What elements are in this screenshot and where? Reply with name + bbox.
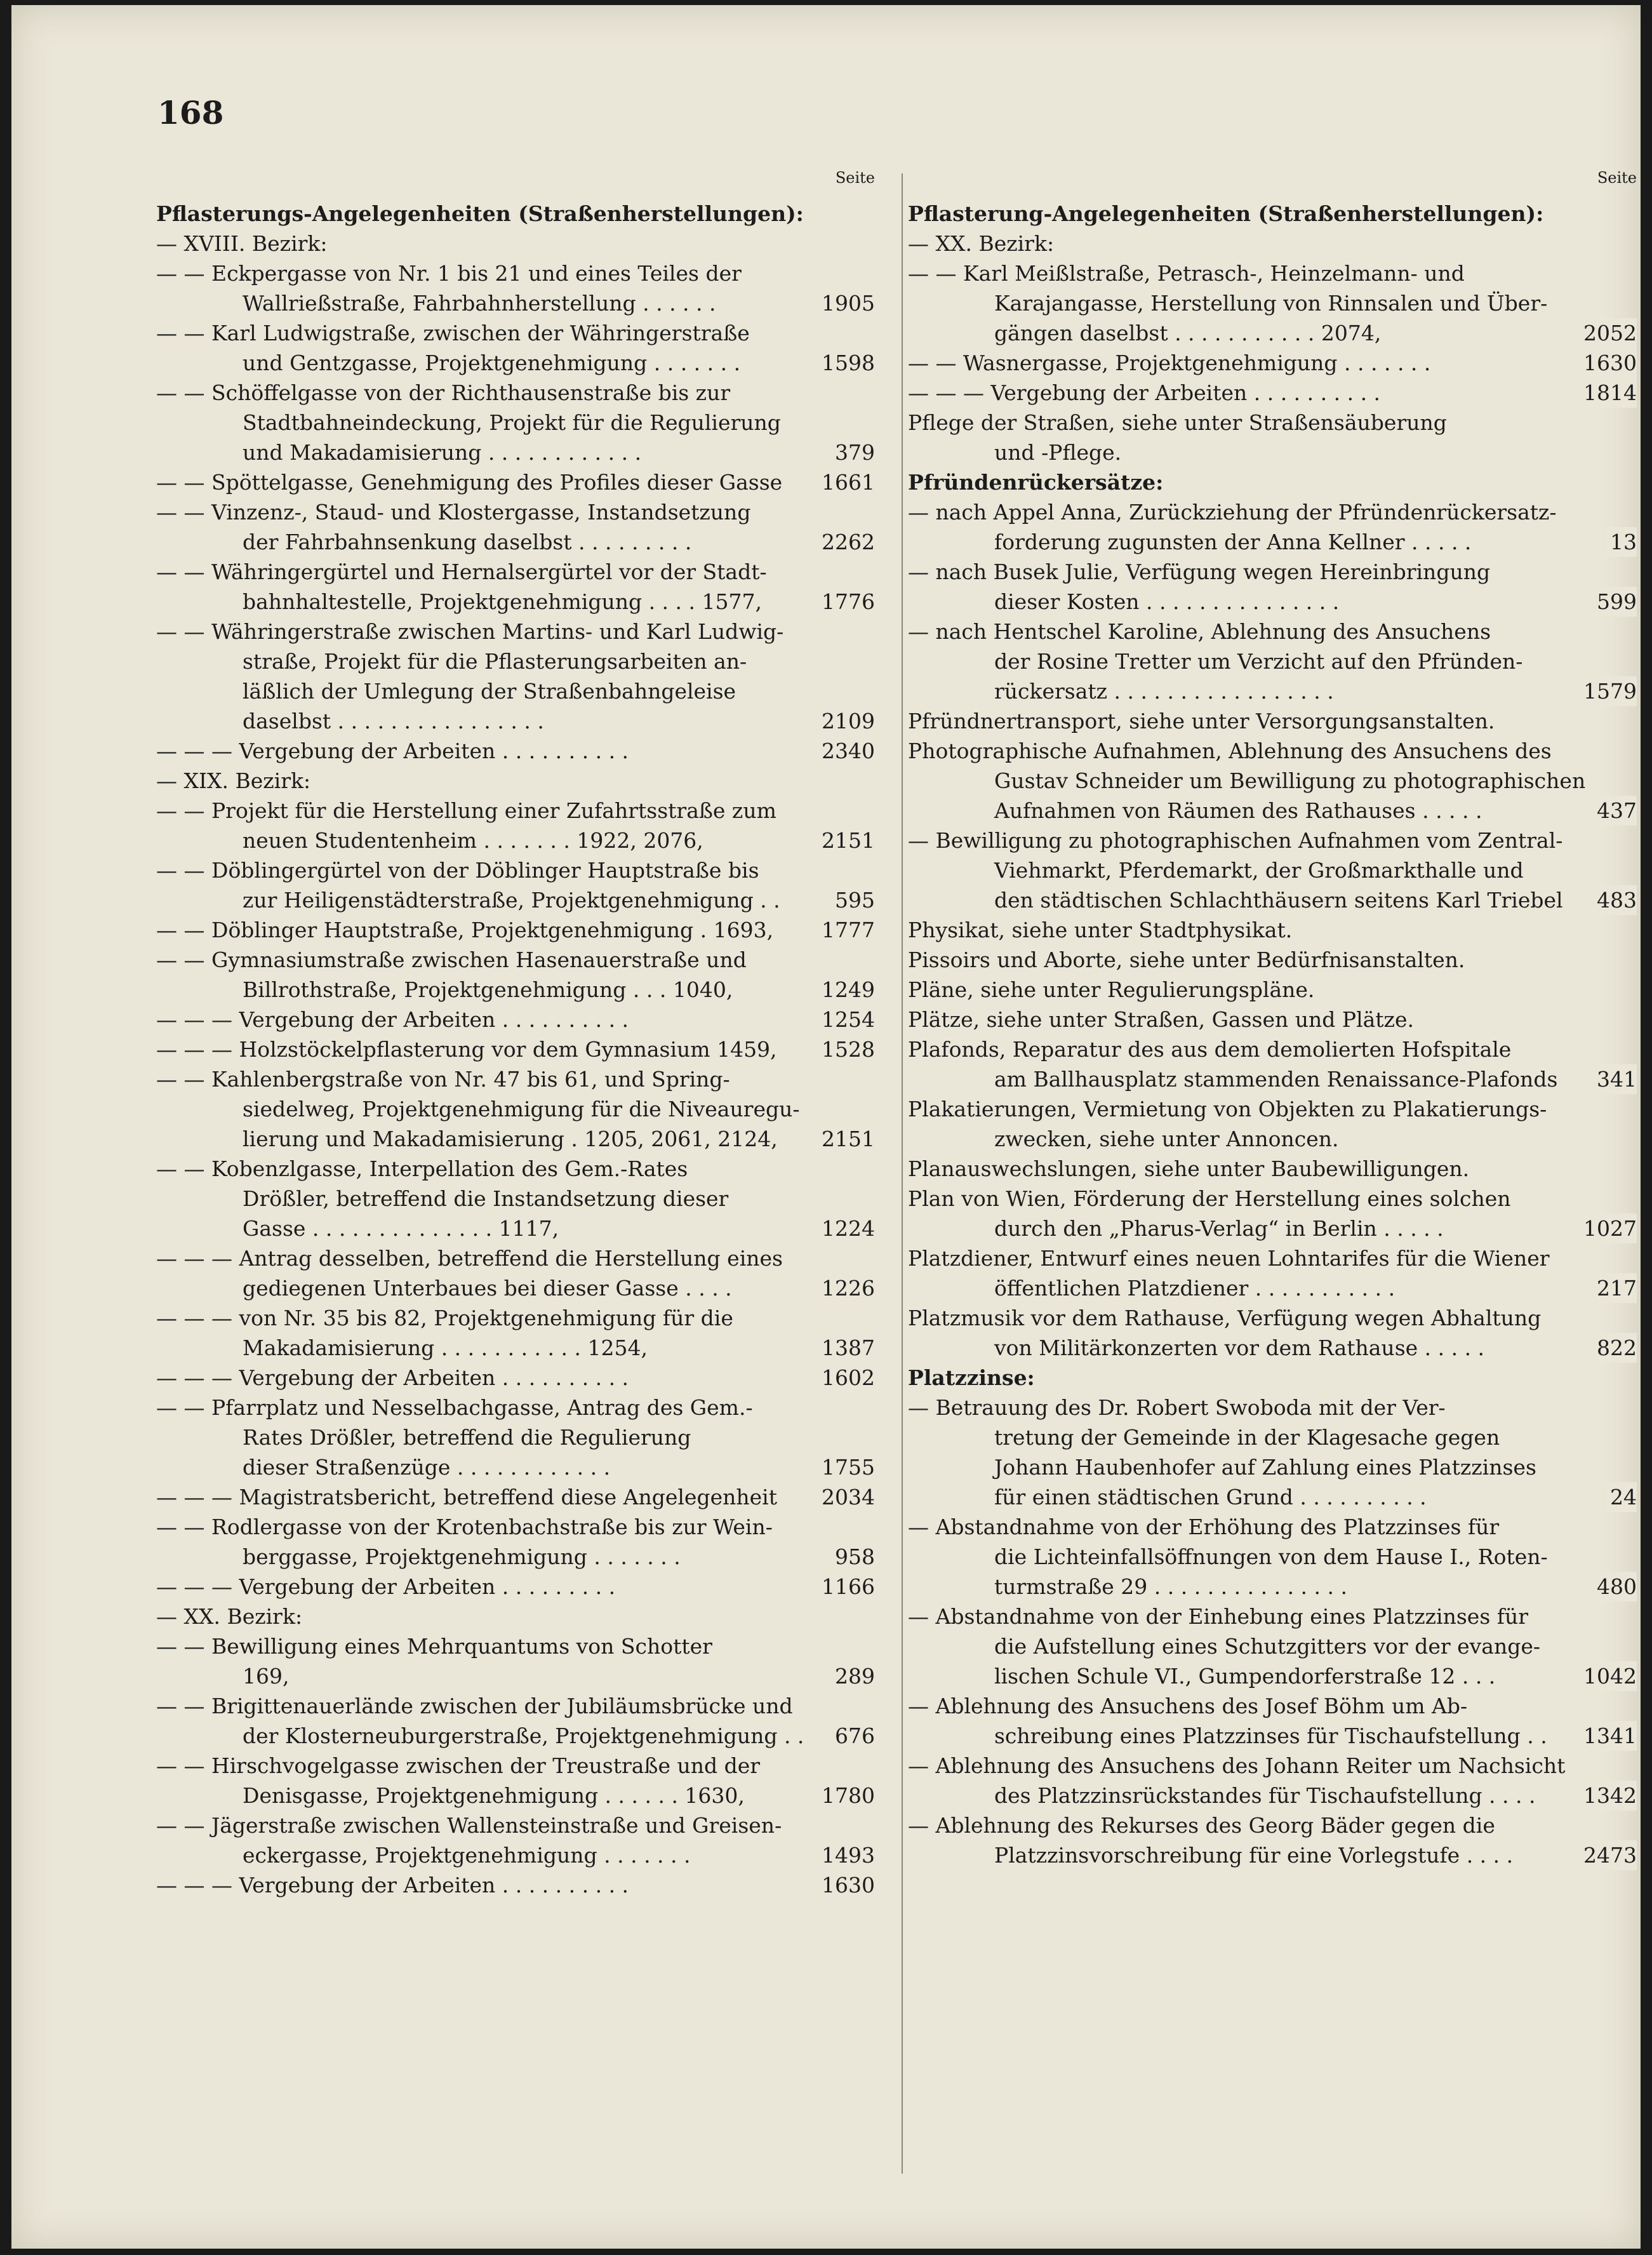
entry-line: — — Kahlenbergstraße von Nr. 47 bis 61, und Spring- — [156, 1067, 730, 1092]
page-number: 168 — [157, 94, 224, 131]
entry-line: und -Pflege. — [994, 440, 1122, 465]
index-entry — [908, 706, 1637, 736]
entry-line: daselbst . . . . . . . . . . . . . . . . — [243, 709, 544, 733]
page-reference: 599 — [1593, 587, 1637, 617]
entry-line: und Gentzgasse, Projektgenehmigung . . . . . . . — [243, 351, 741, 375]
column-divider — [902, 173, 903, 2174]
page-reference: 2473 — [1580, 1840, 1637, 1870]
entry-line: — nach Hentschel Karoline, Ablehnung des Ansuchens — [908, 619, 1491, 644]
index-entry — [908, 348, 1637, 378]
page-reference: 1027 — [1580, 1214, 1637, 1243]
index-entry — [156, 796, 875, 855]
entry-line: — — — Vergebung der Arbeiten . . . . . . . . . . — [156, 1365, 629, 1390]
page-reference: 1755 — [818, 1452, 875, 1482]
entry-line: — — Pfarrplatz und Nesselbachgasse, Antrag des Gem.- — [156, 1395, 753, 1420]
index-entry — [908, 1034, 1637, 1094]
entry-line: Physikat, siehe unter Stadtphysikat. — [908, 918, 1293, 942]
page-reference: 1905 — [818, 288, 875, 318]
entry-line: zwecken, siehe unter Annoncen. — [994, 1127, 1339, 1151]
entry-line: Gustav Schneider um Bewilligung zu photographischen — [994, 768, 1586, 793]
page-reference: 1630 — [818, 1870, 875, 1900]
entry-line: — — Währingerstraße zwischen Martins- und Karl Ludwig- — [156, 619, 784, 644]
index-entry — [156, 1154, 875, 1243]
index-entry — [156, 915, 875, 945]
entry-line: — Abstandnahme von der Einhebung eines Platzzinses für — [908, 1604, 1528, 1629]
entry-line: — — — Vergebung der Arbeiten . . . . . . . . . — [156, 1574, 616, 1599]
index-entry — [156, 318, 875, 378]
index-entry — [156, 1393, 875, 1482]
entry-line: Platzdiener, Entwurf eines neuen Lohntarifes für die Wiener — [908, 1246, 1550, 1271]
entry-line: Platzzinsvorschreibung für eine Vorlegstufe . . . . — [994, 1843, 1514, 1868]
entry-line: Plafonds, Reparatur des aus dem demolierten Hofspitale — [908, 1037, 1512, 1062]
index-entry — [156, 1602, 875, 1631]
page-reference: 1598 — [818, 348, 875, 378]
page-reference: 2151 — [818, 1124, 875, 1154]
entry-line: von Militärkonzerten vor dem Rathause . . . . . — [994, 1335, 1485, 1360]
index-entry — [156, 736, 875, 766]
page-reference: 676 — [831, 1721, 875, 1751]
page-reference: 24 — [1606, 1482, 1637, 1512]
entry-line: — — — Vergebung der Arbeiten . . . . . . . . . . — [908, 380, 1381, 405]
entry-line: — — Karl Ludwigstraße, zwischen der Währingerstraße — [156, 321, 750, 345]
entry-line: Pflasterung-Angelegenheiten (Straßenherstellungen): — [908, 201, 1544, 226]
index-entry — [156, 766, 875, 796]
page-reference: 1226 — [818, 1273, 875, 1303]
entry-line: des Platzzinsrückstandes für Tischaufstellung . . . . — [994, 1783, 1536, 1808]
index-heading — [908, 1363, 1637, 1393]
page-reference: 2151 — [818, 826, 875, 855]
index-entry — [908, 497, 1637, 557]
entry-line: am Ballhausplatz stammenden Renaissance-Plafonds — [994, 1067, 1558, 1092]
entry-line: Pflege der Straßen, siehe unter Straßensäuberung — [908, 410, 1447, 435]
page-reference: 958 — [831, 1542, 875, 1572]
entry-line: die Aufstellung eines Schutzgitters vor der evange- — [994, 1634, 1541, 1659]
entry-line: — — — Holzstöckelpflasterung vor dem Gymnasium 1459, — [156, 1037, 777, 1062]
entry-line: — — Vinzenz-, Staud- und Klostergasse, Instandsetzung — [156, 500, 751, 525]
entry-line: den städtischen Schlachthäusern seitens Karl Triebel — [994, 888, 1563, 913]
entry-line: — — Spöttelgasse, Genehmigung des Profiles dieser Gasse — [156, 470, 783, 495]
entry-line: dieser Straßenzüge . . . . . . . . . . . . — [243, 1455, 611, 1480]
index-entry — [156, 378, 875, 467]
index-heading — [908, 199, 1637, 229]
entry-line: — Ablehnung des Rekurses des Georg Bäder gegen die — [908, 1813, 1495, 1838]
page-reference: 2340 — [818, 736, 875, 766]
entry-line: Plätze, siehe unter Straßen, Gassen und Plätze. — [908, 1007, 1414, 1032]
entry-line: — — — Vergebung der Arbeiten . . . . . . . . . . — [156, 1007, 629, 1032]
index-entry — [156, 1631, 875, 1691]
entry-line: — Betrauung des Dr. Robert Swoboda mit der Ver- — [908, 1395, 1446, 1420]
entry-line: — — Döblinger Hauptstraße, Projektgenehmigung . 1693, — [156, 918, 774, 942]
page-reference: 379 — [831, 438, 875, 467]
entry-line: — — Schöffelgasse von der Richthausenstraße bis zur — [156, 380, 731, 405]
index-entry — [908, 1691, 1637, 1751]
page-reference: 1387 — [818, 1333, 875, 1363]
entry-line: straße, Projekt für die Pflasterungsarbeiten an- — [243, 649, 747, 674]
entry-line: — Ablehnung des Ansuchens des Johann Reiter um Nachsicht — [908, 1753, 1566, 1778]
entry-line: Stadtbahneindeckung, Projekt für die Regulierung — [243, 410, 781, 435]
index-entry — [908, 1512, 1637, 1602]
index-entry — [156, 1810, 875, 1870]
page-reference: 2052 — [1580, 318, 1637, 348]
index-entry — [156, 467, 875, 497]
index-entry — [908, 1751, 1637, 1810]
page-reference: 13 — [1606, 527, 1637, 557]
entry-line: die Lichteinfallsöffnungen von dem Hause I., Roten- — [994, 1544, 1548, 1569]
page-reference: 1249 — [818, 975, 875, 1005]
entry-line: Makadamisierung . . . . . . . . . . . 1254, — [243, 1335, 648, 1360]
page-reference: 1528 — [818, 1034, 875, 1064]
entry-line: zur Heiligenstädterstraße, Projektgenehmigung . . — [243, 888, 780, 913]
entry-line: Aufnahmen von Räumen des Rathauses . . . . . — [994, 798, 1482, 823]
entry-line: Wallrießstraße, Fahrbahnherstellung . . . . . . — [243, 291, 716, 316]
entry-line: — — Währingergürtel und Hernalsergürtel vor der Stadt- — [156, 559, 767, 584]
entry-line: gediegenen Unterbaues bei dieser Gasse . . . . — [243, 1276, 732, 1301]
index-entry — [156, 617, 875, 736]
index-entry — [908, 1602, 1637, 1691]
entry-line: durch den „Pharus-Verlag“ in Berlin . . . . . — [994, 1216, 1444, 1241]
entry-line: 169, — [243, 1664, 290, 1689]
entry-line: der Rosine Tretter um Verzicht auf den Pfründen- — [994, 649, 1523, 674]
index-entry — [908, 229, 1637, 258]
entry-line: — Abstandnahme von der Erhöhung des Platzzinses für — [908, 1515, 1500, 1539]
index-entry — [156, 1034, 875, 1064]
entry-line: — — Döblingergürtel von der Döblinger Hauptstraße bis — [156, 858, 759, 883]
index-entry — [156, 1751, 875, 1810]
entry-line: — — Kobenzlgasse, Interpellation des Gem.-Rates — [156, 1156, 688, 1181]
page-reference: 2034 — [818, 1482, 875, 1512]
entry-line: Viehmarkt, Pferdemarkt, der Großmarkthalle und — [994, 858, 1524, 883]
page-reference: 595 — [831, 885, 875, 915]
entry-line: — — Eckpergasse von Nr. 1 bis 21 und eines Teiles der — [156, 261, 742, 286]
index-entry — [908, 1154, 1637, 1184]
entry-line: und Makadamisierung . . . . . . . . . . . . — [243, 440, 642, 465]
entry-line: Platzzinse: — [908, 1365, 1035, 1390]
page-reference: 437 — [1593, 796, 1637, 826]
page-reference: 1493 — [818, 1840, 875, 1870]
index-entry — [908, 975, 1637, 1005]
entry-line: Photographische Aufnahmen, Ablehnung des Ansuchens des — [908, 739, 1552, 763]
entry-line: — XIX. Bezirk: — [156, 768, 311, 793]
page-reference: 1042 — [1580, 1661, 1637, 1691]
entry-line: für einen städtischen Grund . . . . . . . . . . — [994, 1485, 1427, 1509]
entry-line: — — Jägerstraße zwischen Wallensteinstraße und Greisen- — [156, 1813, 782, 1838]
index-entry — [156, 855, 875, 915]
entry-line: turmstraße 29 . . . . . . . . . . . . . . . — [994, 1574, 1347, 1599]
index-entry — [156, 1512, 875, 1572]
index-entry — [156, 1363, 875, 1393]
index-entry — [156, 1482, 875, 1512]
seite-label: Seite — [1597, 169, 1637, 187]
page-reference: 217 — [1593, 1273, 1637, 1303]
entry-line: eckergasse, Projektgenehmigung . . . . . . . — [243, 1843, 691, 1868]
index-entry — [908, 1393, 1637, 1512]
page-reference: 1254 — [818, 1005, 875, 1034]
page-reference: 1579 — [1580, 676, 1637, 706]
entry-line: neuen Studentenheim . . . . . . . 1922, 2076, — [243, 828, 703, 853]
index-entry — [156, 258, 875, 318]
entry-line: — Ablehnung des Ansuchens des Josef Böhm um Ab- — [908, 1694, 1468, 1718]
entry-line: — XX. Bezirk: — [156, 1604, 303, 1629]
entry-line: Planauswechslungen, siehe unter Baubewilligungen. — [908, 1156, 1470, 1181]
page-reference: 1341 — [1580, 1721, 1637, 1751]
left-column — [156, 167, 875, 1900]
entry-line: forderung zugunsten der Anna Kellner . . . . . — [994, 530, 1472, 554]
page-reference: 2109 — [818, 706, 875, 736]
page-reference: 1224 — [818, 1214, 875, 1243]
index-entry — [908, 1303, 1637, 1363]
index-entry — [908, 1094, 1637, 1154]
entry-line: berggasse, Projektgenehmigung . . . . . . . — [243, 1544, 681, 1569]
entry-line: dieser Kosten . . . . . . . . . . . . . . . — [994, 589, 1340, 614]
index-entry — [908, 1810, 1637, 1870]
page-reference: 341 — [1593, 1064, 1637, 1094]
index-entry — [156, 1064, 875, 1154]
index-entry — [156, 557, 875, 617]
page-reference: 2262 — [818, 527, 875, 557]
page-reference: 289 — [831, 1661, 875, 1691]
entry-line: Rates Drößler, betreffend die Regulierung — [243, 1425, 691, 1450]
entry-line: — — — von Nr. 35 bis 82, Projektgenehmigung für die — [156, 1306, 733, 1330]
entry-line: siedelweg, Projektgenehmigung für die Niveauregu- — [243, 1097, 800, 1121]
entry-line: — — — Magistratsbericht, betreffend diese Angelegenheit — [156, 1485, 777, 1509]
entry-line: Gasse . . . . . . . . . . . . . . 1117, — [243, 1216, 559, 1241]
entry-line: — nach Busek Julie, Verfügung wegen Hereinbringung — [908, 559, 1491, 584]
page-reference: 1814 — [1580, 378, 1637, 408]
index-entry — [908, 915, 1637, 945]
index-entry — [156, 945, 875, 1005]
entry-line: — XX. Bezirk: — [908, 231, 1055, 256]
entry-line: Billrothstraße, Projektgenehmigung . . . 1040, — [243, 977, 733, 1002]
index-entry — [156, 1303, 875, 1363]
page-reference: 1630 — [1580, 348, 1637, 378]
page-reference: 1661 — [818, 467, 875, 497]
entry-line: — — — Antrag desselben, betreffend die Herstellung eines — [156, 1246, 783, 1271]
entry-line: rückersatz . . . . . . . . . . . . . . . . . — [994, 679, 1334, 704]
index-entry — [908, 408, 1637, 467]
index-entry — [908, 736, 1637, 826]
right-column — [908, 167, 1637, 1870]
index-entry — [908, 1184, 1637, 1243]
entry-line: Drößler, betreffend die Instandsetzung dieser — [243, 1186, 729, 1211]
entry-line: Pläne, siehe unter Regulierungspläne. — [908, 977, 1315, 1002]
entry-line: — — Gymnasiumstraße zwischen Hasenauerstraße und — [156, 947, 747, 972]
entry-line: bahnhaltestelle, Projektgenehmigung . . . . 1577, — [243, 589, 762, 614]
page-reference: 1166 — [818, 1572, 875, 1602]
entry-line: schreibung eines Platzzinses für Tischaufstellung . . — [994, 1723, 1547, 1748]
entry-line: Plan von Wien, Förderung der Herstellung eines solchen — [908, 1186, 1511, 1211]
entry-line: — Bewilligung zu photographischen Aufnahmen vom Zentral- — [908, 828, 1563, 853]
index-entry — [156, 1005, 875, 1034]
index-entry — [908, 826, 1637, 915]
page-reference: 483 — [1593, 885, 1637, 915]
entry-line: Pflasterungs-Angelegenheiten (Straßenherstellungen): — [156, 201, 804, 226]
entry-line: — nach Appel Anna, Zurückziehung der Pfründenrückersatz- — [908, 500, 1557, 525]
index-entry — [156, 1870, 875, 1900]
index-entry — [908, 557, 1637, 617]
entry-line: gängen daselbst . . . . . . . . . . . 2074, — [994, 321, 1382, 345]
entry-line: — — Karl Meißlstraße, Petrasch-, Heinzelmann- und — [908, 261, 1465, 286]
entry-line: Platzmusik vor dem Rathause, Verfügung wegen Abhaltung — [908, 1306, 1542, 1330]
page-reference: 480 — [1593, 1572, 1637, 1602]
entry-line: — — — Vergebung der Arbeiten . . . . . . . . . . — [156, 1873, 629, 1897]
scanned-page — [11, 5, 1641, 2249]
entry-line: lierung und Makadamisierung . 1205, 2061, 2124, — [243, 1127, 778, 1151]
index-entry — [908, 258, 1637, 348]
entry-line: Plakatierungen, Vermietung von Objekten zu Plakatierungs- — [908, 1097, 1547, 1121]
entry-line: Johann Haubenhofer auf Zahlung eines Platzzinses — [994, 1455, 1536, 1480]
entry-line: Pfründenrückersätze: — [908, 470, 1164, 495]
seite-label: Seite — [835, 169, 875, 187]
entry-line: — — Rodlergasse von der Krotenbachstraße bis zur Wein- — [156, 1515, 773, 1539]
entry-line: tretung der Gemeinde in der Klagesache gegen — [994, 1425, 1500, 1450]
index-entry — [908, 617, 1637, 706]
page-reference: 1342 — [1580, 1781, 1637, 1810]
entry-line: Pfründnertransport, siehe unter Versorgungsanstalten. — [908, 709, 1495, 733]
entry-line: — — Hirschvogelgasse zwischen der Treustraße und der — [156, 1753, 761, 1778]
entry-line: läßlich der Umlegung der Straßenbahngeleise — [243, 679, 736, 704]
page-reference: 822 — [1593, 1333, 1637, 1363]
page-reference: 1777 — [818, 915, 875, 945]
index-heading — [908, 467, 1637, 497]
page-reference: 1602 — [818, 1363, 875, 1393]
entry-line: Karajangasse, Herstellung von Rinnsalen und Über- — [994, 291, 1548, 316]
entry-line: — — Projekt für die Herstellung einer Zufahrtsstraße zum — [156, 798, 776, 823]
index-entry — [156, 229, 875, 258]
entry-line: — — Wasnergasse, Projektgenehmigung . . . . . . . — [908, 351, 1431, 375]
entry-line: lischen Schule VI., Gumpendorferstraße 12 . . . — [994, 1664, 1496, 1689]
index-entry — [156, 1243, 875, 1303]
entry-line: — — Bewilligung eines Mehrquantums von Schotter — [156, 1634, 712, 1659]
index-heading — [156, 199, 875, 229]
index-entry — [908, 1243, 1637, 1303]
entry-line: — XVIII. Bezirk: — [156, 231, 328, 256]
entry-line: öffentlichen Platzdiener . . . . . . . . . . . — [994, 1276, 1396, 1301]
entry-line: Pissoirs und Aborte, siehe unter Bedürfnisanstalten. — [908, 947, 1465, 972]
entry-line: Denisgasse, Projektgenehmigung . . . . . . 1630, — [243, 1783, 745, 1808]
index-entry — [156, 1572, 875, 1602]
entry-line: — — — Vergebung der Arbeiten . . . . . . . . . . — [156, 739, 629, 763]
index-entry — [908, 378, 1637, 408]
index-entry — [156, 1691, 875, 1751]
page-reference: 1776 — [818, 587, 875, 617]
entry-line: — — Brigittenauerlände zwischen der Jubiläumsbrücke und — [156, 1694, 793, 1718]
entry-line: der Fahrbahnsenkung daselbst . . . . . . . . . — [243, 530, 692, 554]
entry-line: der Klosterneuburgerstraße, Projektgenehmigung . . — [243, 1723, 804, 1748]
index-entry — [908, 1005, 1637, 1034]
index-entry — [908, 945, 1637, 975]
index-entry — [156, 497, 875, 557]
page-reference: 1780 — [818, 1781, 875, 1810]
